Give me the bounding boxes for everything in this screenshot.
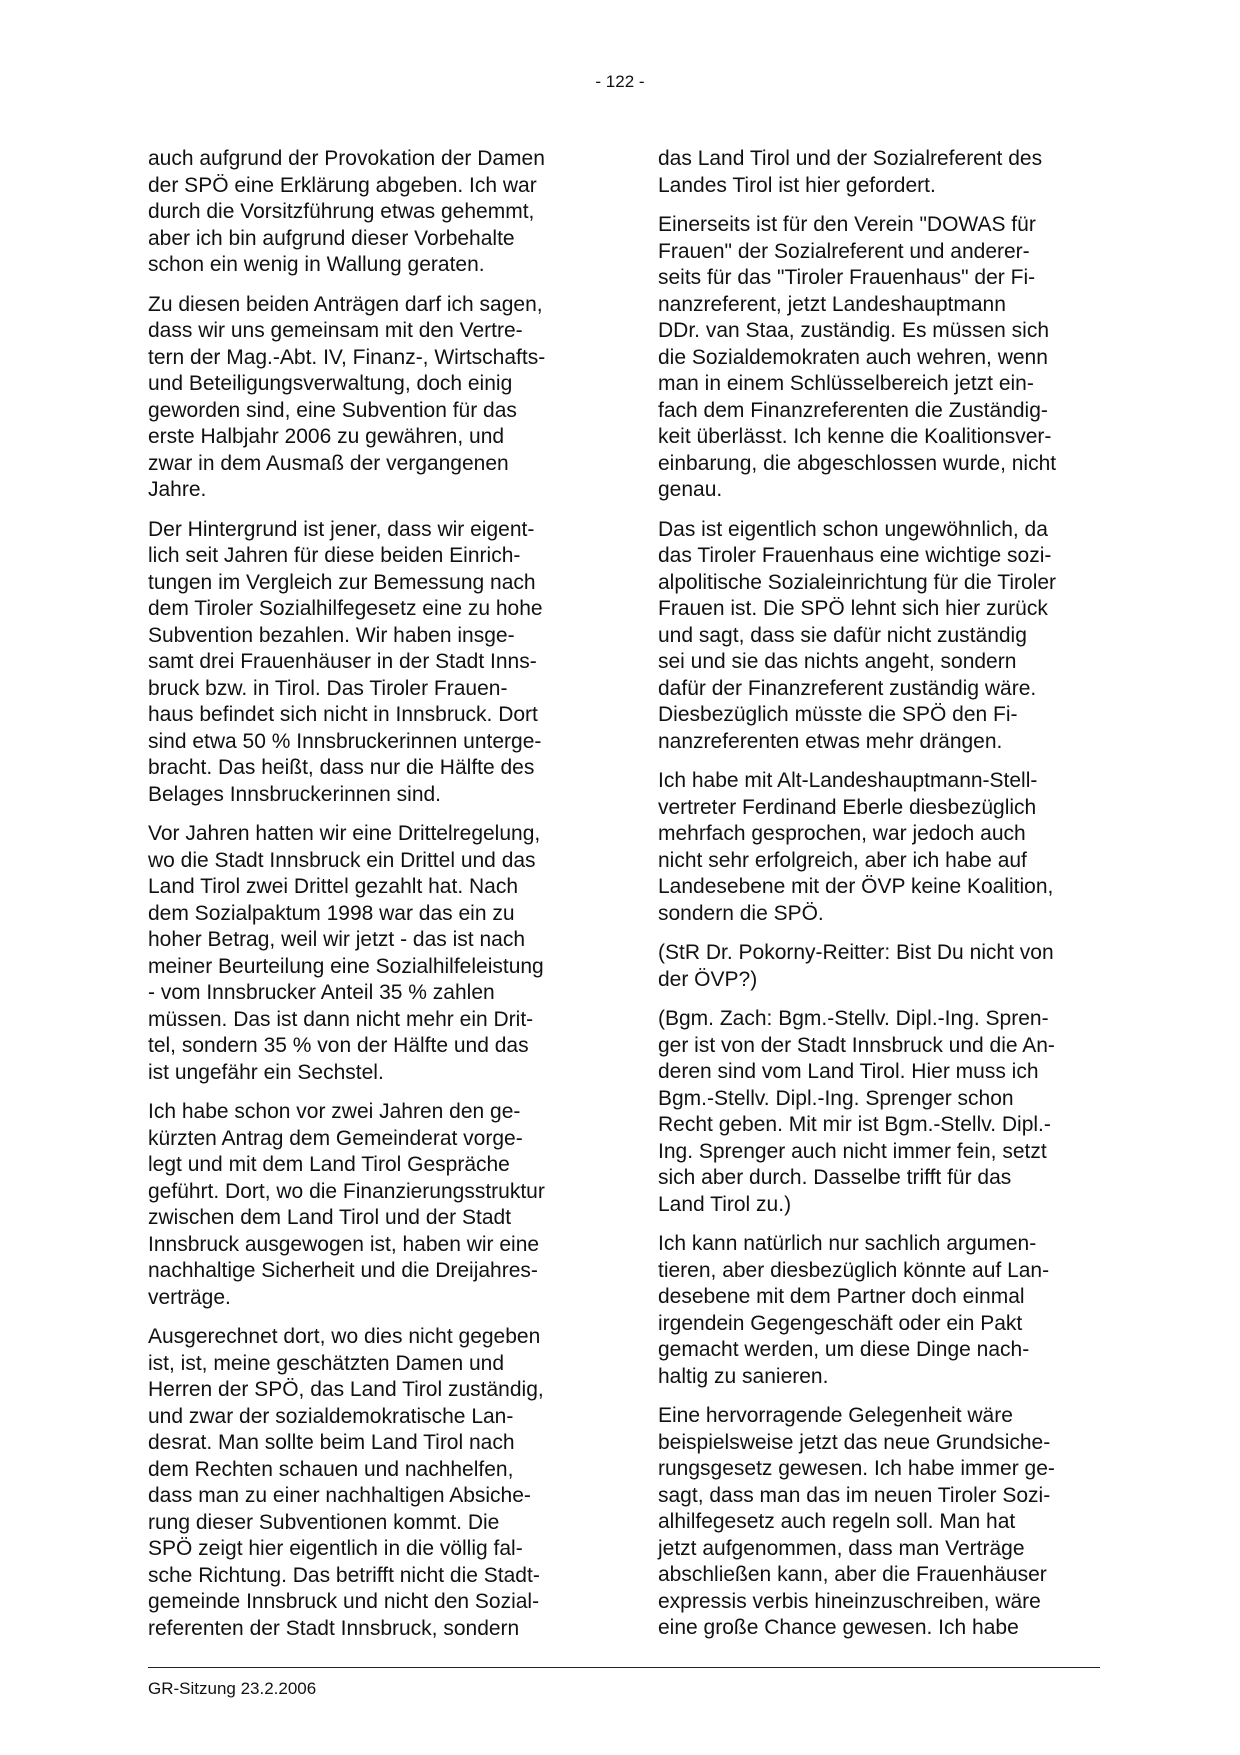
paragraph: Vor Jahren hatten wir eine Drittelregelung, wo die Stadt Innsbruck ein Drittel und das Land Tirol zwei Drittel gezahlt hat. Nach dem Sozialpaktum 1998 war das ein zu hoher Betrag, weil wir jetzt - das ist nach meiner Beurteilung eine Sozialhilfeleistung - vom Innsbrucker Anteil 35 % zahlen müssen. Das ist dann nicht mehr ein Drit- tel, sondern 35 % von der Hälfte und das ist ungefähr ein Sechstel. [148, 822, 544, 1084]
footer-divider [148, 1667, 1100, 1668]
paragraph: Zu diesen beiden Anträgen darf ich sagen, dass wir uns gemeinsam mit den Vertre- tern der Mag.-Abt. IV, Finanz-, Wirtschafts- und Beteiligungsverwaltung, doch einig geworden sind, eine Subvention für das erste Halbjahr 2006 zu gewähren, und zwar in dem Ausmaß der vergangenen Jahre. [148, 292, 546, 501]
paragraph: Eine hervorragende Gelegenheit wäre beispielsweise jetzt das neue Grundsiche- rungsgesetz gewesen. Ich habe immer ge- sagt, dass man das im neuen Tiroler Sozi- alhilfegesetz auch regeln soll. Man hat jetzt aufgenommen, dass man Verträge abschließen kann, aber die Frauenhäuser expressis verbis hineinzuschreiben, wäre eine große Chance gewesen. Ich habe [658, 1404, 1055, 1639]
page-number: - 122 - [595, 72, 645, 91]
paragraph: Der Hintergrund ist jener, dass wir eigent- lich seit Jahren für diese beiden Einrich- tungen im Vergleich zur Bemessung nach dem Tiroler Sozialhilfegesetz eine zu hohe Subvention bezahlen. Wir haben insge- samt drei Frauenhäuser in der Stadt Inns- bruck bzw. in Tirol. Das Tiroler Frauen- haus befindet sich nicht in Innsbruck. Dort sind etwa 50 % Innsbruckerinnen unterge- bracht. Das heißt, dass nur die Hälfte des Belages Innsbruckerinnen sind. [148, 517, 543, 806]
footer-session-label: GR-Sitzung 23.2.2006 [148, 1679, 317, 1698]
paragraph: auch aufgrund der Provokation der Damen der SPÖ eine Erklärung abgeben. Ich war durch die Vorsitzführung etwas gehemmt, aber ich bin aufgrund dieser Vorbehalte schon ein wenig in Wallung geraten. [148, 147, 545, 276]
interjection-paragraph: (Bgm. Zach: Bgm.-Stellv. Dipl.-Ing. Spren- ger ist von der Stadt Innsbruck und die An- deren sind vom Land Tirol. Hier muss ich Bgm.-Stellv. Dipl.-Ing. Sprenger schon Recht geben. Mit mir ist Bgm.-Stellv. Dipl.- Ing. Sprenger auch nicht immer fein, setzt sich aber durch. Dasselbe trifft für das Land Tirol zu.) [658, 1007, 1055, 1216]
paragraph: Einerseits ist für den Verein "DOWAS für Frauen" der Sozialreferent und anderer- seits für das "Tiroler Frauenhaus" der Fi- nanzreferent, jetzt Landeshauptmann DDr. van Staa, zuständig. Es müssen sich die Sozialdemokraten auch wehren, wenn man in einem Schlüsselbereich jetzt ein- fach dem Finanzreferenten die Zuständig- keit überlässt. Ich kenne die Koalitionsver- einbarung, die abgeschlossen wurde, nicht genau. [658, 213, 1057, 501]
left-column [148, 146, 598, 1655]
interjection-paragraph: (StR Dr. Pokorny-Reitter: Bist Du nicht von der ÖVP?) [658, 941, 1054, 991]
paragraph: Ich habe mit Alt-Landeshauptmann-Stell- vertreter Ferdinand Eberle diesbezüglich mehrfach gesprochen, war jedoch auch nicht sehr erfolgreich, aber ich habe auf Landesebene mit der ÖVP keine Koalition, sondern die SPÖ. [658, 769, 1054, 925]
paragraph: Das ist eigentlich schon ungewöhnlich, da das Tiroler Frauenhaus eine wichtige sozi- alpolitische Sozialeinrichtung für die Tiroler Frauen ist. Die SPÖ lehnt sich hier zurück und sagt, dass sie dafür nicht zuständig sei und sie das nichts angeht, sondern dafür der Finanzreferent zuständig wäre. Diesbezüglich müsste die SPÖ den Fi- nanzreferenten etwas mehr drängen. [658, 517, 1057, 753]
right-column [658, 146, 1108, 1655]
paragraph: das Land Tirol und der Sozialreferent des Landes Tirol ist hier gefordert. [658, 147, 1043, 197]
paragraph: Ausgerechnet dort, wo dies nicht gegeben ist, ist, meine geschätzten Damen und Herren der SPÖ, das Land Tirol zuständig, und zwar der sozialdemokratische Lan- desrat. Man sollte beim Land Tirol nach dem Rechten schauen und nachhelfen, dass man zu einer nachhaltigen Absiche- rung dieser Subventionen kommt. Die SPÖ zeigt hier eigentlich in die völlig fal- sche Richtung. Das betrifft nicht die Stadt- gemeinde Innsbruck und nicht den Sozial- referenten der Stadt Innsbruck, sondern [148, 1325, 544, 1640]
paragraph: Ich habe schon vor zwei Jahren den ge- kürzten Antrag dem Gemeinderat vorge- legt und mit dem Land Tirol Gespräche geführt. Dort, wo die Finanzierungsstruktur zwischen dem Land Tirol und der Stadt Innsbruck ausgewogen ist, haben wir eine nachhaltige Sicherheit und die Dreijahres- verträge. [148, 1100, 545, 1309]
paragraph: Ich kann natürlich nur sachlich argumen- tieren, aber diesbezüglich könnte auf Lan- desebene mit dem Partner doch einmal irgendein Gegengeschäft oder ein Pakt gemacht werden, um diese Dinge nach- haltig zu sanieren. [658, 1232, 1050, 1388]
